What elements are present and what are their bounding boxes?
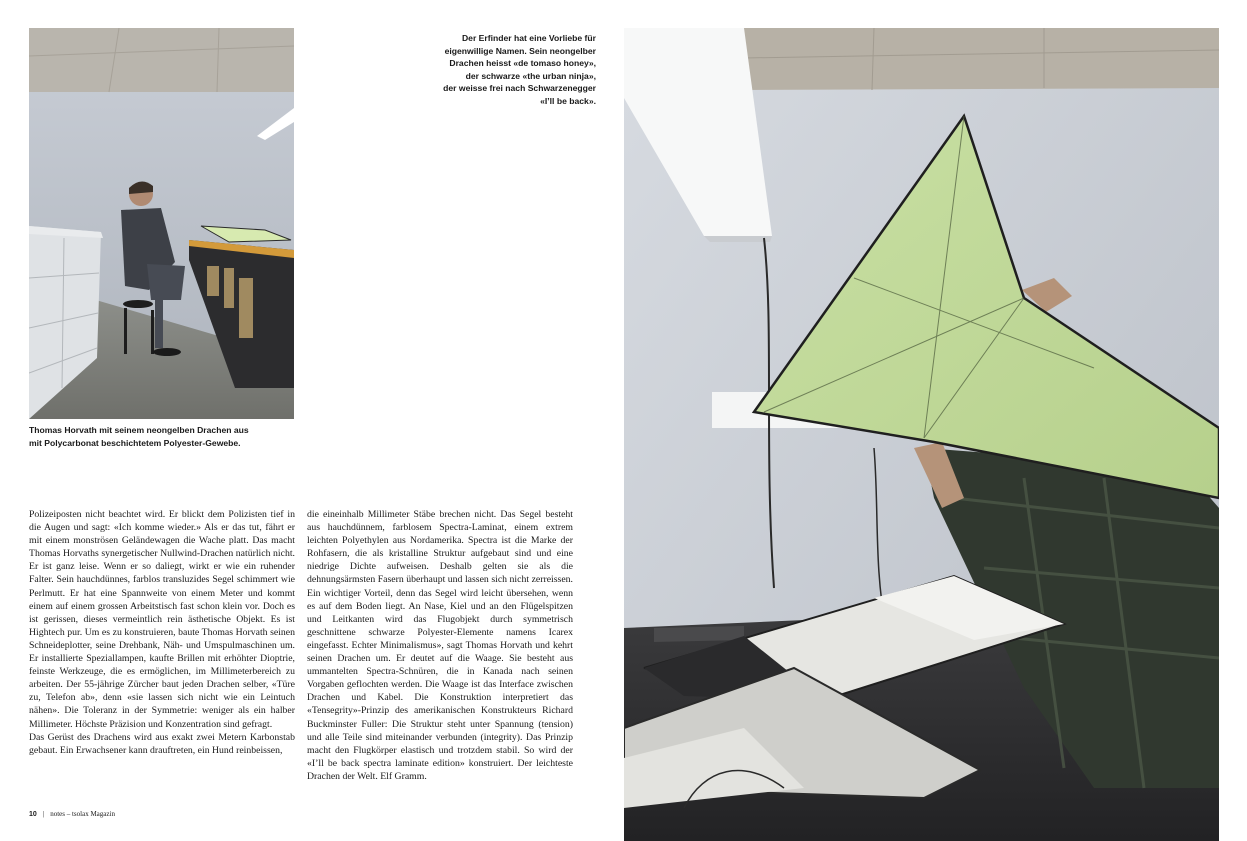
caption-line: «I’ll be back». [540, 95, 596, 106]
body-paragraph: Das Gerüst des Drachens wird aus exakt zwei Metern Karbonstab gebaut. Ein Erwachsener kann drauftreten, ein Hund reinbeissen, [29, 731, 295, 756]
body-paragraph: Polizeiposten nicht beachtet wird. Er blickt dem Polizisten tief in die Augen und sagt: «Ich komme wieder.» Als er das tut, fährt er mit einem monströsen Geländewagen die Wache platt. Das macht Thomas Horvaths synergetischer Nullwind-Drachen natürlich nicht. Er ist ganz leise. Wenn er so daliegt, wirkt er wie ein ruhender Falter. Sein hauchdünnes, farblos transluzides Segel schimmert wie Perlmutt. Er hat eine Spannweite von einem Meter und kommt einem auf einem grossen Arbeitstisch fast schon klein vor. Doch es ist gerissen, dieses vermeintlich rein ästhetische Objekt. Es ist Hightech pur. Um es zu konstruieren, baute Thomas Horvath seinen Schneideplotter, seine Drehbank, Näh- und Umspulmaschinen um. Er installierte Speziallampen, kaufte Brillen mit erhöhter Dioptrie, feinste Werkzeuge, die es ermöglichen, im Millimeterbereich zu arbeiten. Der 55-jährige Zürcher baut jeden Drachen selber, «Türe zu, Telefon ab», denn «sie lassen sich nicht wie ein Leintuch nähen». Die Toleranz in der Symmetrie: weniger als ein halber Millimeter. Höchste Präzision und Konzentration sind gefragt. [29, 509, 295, 730]
body-paragraph: die eineinhalb Millimeter Stäbe brechen nicht. Das Segel besteht aus hauchdünnem, farblosem Spectra-Laminat, einem extrem leichten Polyethylen aus Nordamerika. Spectra ist die Marke der Rohfasern, die als kristalline Struktur aufgebaut sind und eine niedrige Dichte aufweisen. Deshalb gelten sie als die dehnungsärmsten Fasern überhaupt und lassen sich nicht zerreissen. Ein wichtiger Vorteil, denn das Segel wird leicht übersehen, wenn es auf dem Boden liegt. An Nase, Kiel und an den Flügelspitzen und Leitkanten wird das Flugobjekt durch symmetrisch geschnittene schwarze Polyester-Elemente namens Icarex eingefasst. Echter Minimalismus», sagt Thomas Horvath und kehrt seinen Drachen um. Er deutet auf die Waage. Sie besteht aus ummantelten Spectra-Schnüren, die in Kanada nach seinen Vorgaben geflochten werden. Die Waage ist das Interface zwischen Drachen und Kabel. Die Konstruktion interpretiert das «Tensegrity»-Prinzip des amerikanischen Konstrukteurs Richard Buckminster Fuller: Die Struktur steht unter Spannung (tension) und alle Teile sind miteinander verbunden (integrity). Das Prinzip macht den Flugkörper elastisch und trotzdem stabil. So wird der «I’ll be back spectra laminate edition» konstruiert. Der leichteste Drachen der Welt. Elf Gramm. [307, 509, 573, 782]
workshop-photo [29, 28, 294, 419]
caption-line: Drachen heisst «de tomaso honey», [449, 58, 596, 69]
photo-caption-right [420, 32, 596, 108]
page-folio [29, 810, 115, 818]
publication-name: notes – tsolax Magazin [50, 810, 115, 818]
caption-line: Der Erfinder hat eine Vorliebe für [461, 33, 596, 43]
kite-photo [624, 28, 1219, 841]
caption-line: mit Polycarbonat beschichtetem Polyester-Gewebe. [29, 437, 241, 448]
photo-caption-left [29, 424, 299, 449]
page-number: 10 [29, 811, 37, 818]
caption-line: der weisse frei nach Schwarzenegger [443, 83, 596, 94]
caption-line: der schwarze «the urban ninja», [465, 70, 596, 81]
caption-line: eigenwillige Namen. Sein neongelber [444, 45, 596, 56]
folio-separator: | [42, 810, 45, 818]
article-column-2 [307, 508, 573, 783]
caption-line: Thomas Horvath mit seinem neongelben Drachen aus [29, 425, 249, 435]
article-column-1 [29, 508, 295, 757]
